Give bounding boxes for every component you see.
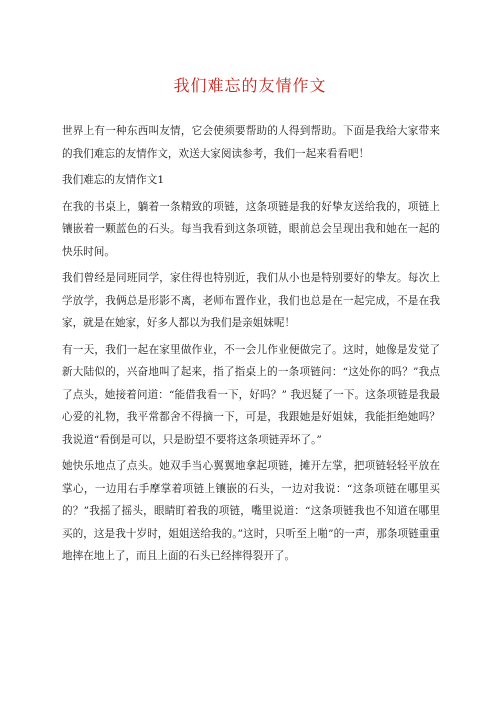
essay-paragraph: 在我的书桌上，躺着一条精致的项链，这条项链是我的好挚友送给我的，项链上镶嵌着一颗蓝色的石头。每当我看到这条项链，眼前总会呈现出我和她在一起的快乐时间。 (62, 200, 440, 258)
document-body (62, 120, 440, 572)
essay-paragraph: 我们曾经是同班同学，家住得也特别近，我们从小也是特别要好的挚友。每次上学放学，我俩总是形影不离，老师布置作业，我们也总是在一起完成，不是在我家，就是在她家，好多人都以为我们是亲姐妹呢！ (62, 272, 440, 329)
essay-paragraph: 有一天，我们一起在家里做作业，不一会儿作业便做完了。这时，她像是发觉了新大陆似的，兴奋地叫了起来，指了指桌上的一条项链问：“这处你的吗？”我点了点头，她接着问道：“能借我看一下，好吗？” 我迟疑了一下。这条项链是我最心爱的礼物，我平常都舍不得摘一下，可是，我跟她是好姐妹，我能拒绝她吗？我说道“看倒是可以，只是盼望不要将这条项链弄坏了。” (62, 343, 440, 446)
document-title: 我们难忘的友情作文 (173, 76, 327, 95)
essay-heading: 我们难忘的友情作文1 (62, 174, 165, 186)
intro-paragraph: 世界上有一种东西叫友情，它会使须要帮助的人得到帮助。下面是我给大家带来的我们难忘的友情作文，欢送大家阅读参考，我们一起来看看吧！ (62, 125, 440, 160)
essay-paragraph: 她快乐地点了点头。她双手当心翼翼地拿起项链，摊开左掌，把项链轻轻平放在掌心，一边用右手摩掌着项链上镶嵌的石头，一边对我说：“这条项链在哪里买的？”我摇了摇头，眼睛盯着我的项链，嘴里说道：“这条项链我也不知道在哪里买的，这是我十岁时，姐姐送给我的。”这时，只听至上啪”的一声，那条项链重重地摔在地上了，而且上面的石头已经摔得裂开了。 (62, 460, 440, 562)
